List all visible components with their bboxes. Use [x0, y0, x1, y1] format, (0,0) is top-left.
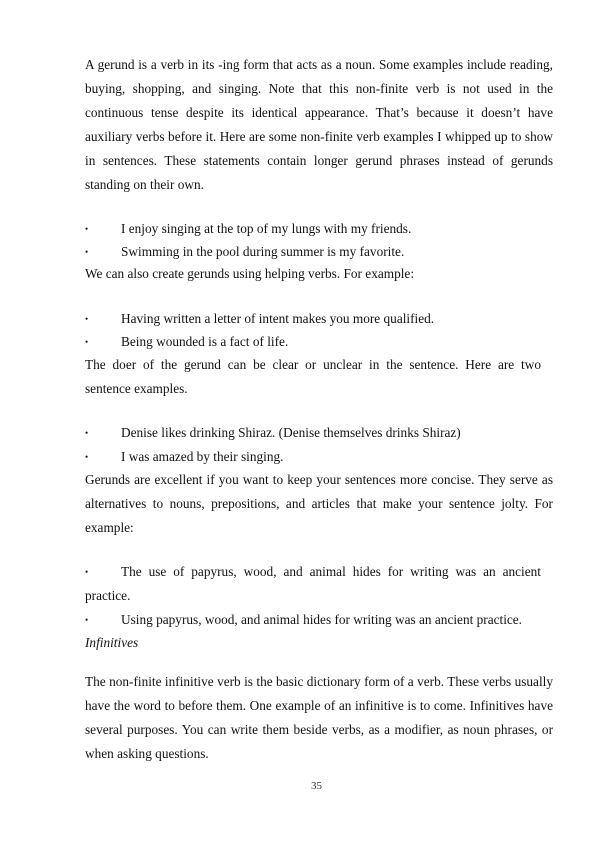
- list-item-text: I enjoy singing at the top of my lungs with my friends.: [121, 221, 412, 236]
- list-item-text: I was amazed by their singing.: [121, 449, 284, 464]
- bullet-icon: •: [85, 428, 89, 438]
- heading-infinitives: Infinitives: [85, 635, 139, 650]
- list-item-text: Denise likes drinking Shiraz. (Denise themselves drinks Shiraz): [121, 425, 461, 440]
- paragraph-helping-verbs: We can also create gerunds using helping verbs. For example:: [85, 266, 415, 281]
- bullet-icon: •: [85, 247, 89, 257]
- page-number: 35: [311, 780, 322, 792]
- paragraph-gerund-intro: A gerund is a verb in its -ing form that acts as a noun. Some examples include reading, buying, shopping, and singing. Note that this non-finite verb is not used in the continuous tense despite its identical appearance. That’s because it doesn’t have auxiliary verbs before it. Here are some non-finite verb examples I whipped up to show in sentences. These statements contain longer gerund phrases instead of gerunds standing on their own.: [85, 57, 553, 192]
- bullet-icon: •: [85, 615, 89, 625]
- bullet-icon: •: [85, 452, 89, 462]
- bullet-icon: •: [85, 337, 89, 347]
- paragraph-infinitives: The non-finite infinitive verb is the basic dictionary form of a verb. These verbs usually have the word to before them. One example of an infinitive is to come. Infinitives have several purposes. You can write them beside verbs, as a modifier, as noun phrases, or when asking questions.: [85, 674, 553, 761]
- paragraph-doer-line-1: The doer of the gerund can be clear or unclear in the sentence. Here are two: [85, 357, 541, 372]
- list-item-text: The use of papyrus, wood, and animal hides for writing was an ancient: [121, 564, 541, 579]
- bullet-icon: •: [85, 567, 89, 577]
- list-item-text: Swimming in the pool during summer is my favorite.: [121, 244, 405, 259]
- list-item-text: Using papyrus, wood, and animal hides for writing was an ancient practice.: [121, 612, 523, 627]
- paragraph-doer-line-2: sentence examples.: [85, 381, 188, 396]
- bullet-icon: •: [85, 224, 89, 234]
- list-item-text: Being wounded is a fact of life.: [121, 334, 289, 349]
- list-item-text: Having written a letter of intent makes you more qualified.: [121, 311, 435, 326]
- paragraph-gerunds-concise: Gerunds are excellent if you want to keep your sentences more concise. They serve as alternatives to nouns, prepositions, and articles that make your sentence jolty. For example:: [85, 472, 553, 535]
- list-item-continuation: practice.: [85, 588, 131, 603]
- bullet-icon: •: [85, 314, 89, 324]
